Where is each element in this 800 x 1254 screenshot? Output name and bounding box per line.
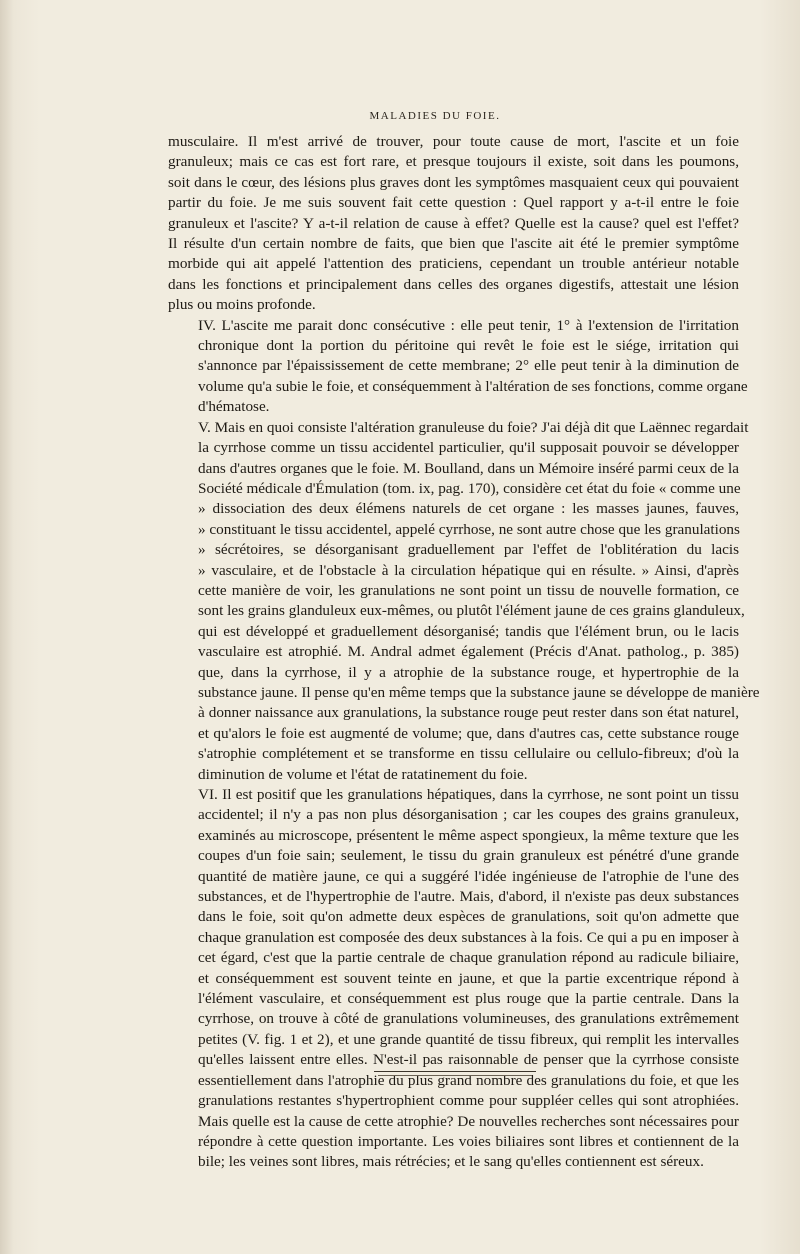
text-line: quantité de matière jaune, ce qui a suggéré l'idée ingénieuse de l'atrophie de l'une des [198, 867, 739, 885]
text-line: vasculaire est atrophié. M. Andral admet également (Précis d'Anat. patholog., p. 385) [198, 643, 739, 661]
text-line: diminution de volume et l'état de ratatinement du foie. [198, 765, 528, 783]
paragraph-v [168, 418, 760, 785]
text-line: chronique dont la portion du péritoine qui revêt le foie est le siége, irritation qui [198, 337, 739, 355]
text-line: s'atrophie complétement et se transforme en tissu cellulaire ou cellulo-fibreux; d'où la [198, 745, 739, 763]
text-line: » sécrétoires, se désorganisant graduellement par l'effet de l'oblitération du lacis [198, 541, 739, 559]
text-line: substances, et de l'hypertrophie de l'autre. Mais, d'abord, il n'existe pas deux substances [198, 888, 739, 906]
text-line: musculaire. Il m'est arrivé de trouver, pour toute cause de mort, l'ascite et un foie [168, 133, 739, 150]
text-line: la cyrrhose comme un tissu accidentel particulier, qu'il supposait pouvoir se développer [198, 439, 739, 457]
text-line: Société médicale d'Émulation (tom. ix, pag. 170), considère cet état du foie « comme une [198, 479, 741, 497]
text-line: morbide qui ait appelé l'attention des praticiens, cependant un trouble antérieur notable [168, 255, 739, 273]
text-line: d'hématose. [198, 398, 270, 416]
text-line: dans le foie, soit qu'on admette deux espèces de granulations, soit qu'on admette que [198, 908, 739, 926]
text-line: granuleux; mais ce cas est fort rare, et presque toujours il existe, soit dans les poumons, [168, 153, 739, 171]
text-line: l'élément vasculaire, et conséquemment est plus rouge que la partie centrale. Dans la [198, 990, 739, 1008]
paragraph-iv [168, 316, 748, 418]
text-line: cette manière de voir, les granulations ne sont point un tissu de nouvelle formation, ce [198, 581, 739, 599]
text-line: s'annonce par l'épaississement de cette membrane; 2° elle peut tenir à la diminution de [198, 357, 739, 375]
text-line: et conséquemment est souvent teinte en jaune, et que la partie excentrique répond à [198, 969, 739, 987]
text-line: cyrrhose, on trouve à côté de granulations volumineuses, des granulations extrêmement [198, 1010, 739, 1028]
text-line: volume qu'a subie le foie, et conséquemment à l'altération de ses fonctions, comme organe [198, 377, 748, 395]
paragraph-1 [168, 132, 739, 316]
text-line: petites (V. fig. 1 et 2), et une grande quantité de tissu fibreux, qui remplit les intervalles [198, 1030, 739, 1048]
closing-rule [374, 1071, 536, 1072]
body-text [168, 132, 760, 1173]
running-head: MALADIES DU FOIE. [369, 110, 501, 122]
text-line: à donner naissance aux granulations, la substance rouge peut rester dans son état naturel, [198, 704, 739, 722]
closing-rule-thin [378, 1075, 532, 1076]
text-line: coupes d'un foie sain; seulement, le tissu du grain granuleux est pénétré d'une grande [198, 847, 739, 865]
text-line: » dissociation des deux élémens naturels de cet organe : les masses jaunes, fauves, [198, 500, 739, 518]
text-line: chaque granulation est composée des deux substances à la fois. Ce qui a pu en imposer à [198, 928, 739, 946]
text-line: Mais quelle est la cause de cette atrophie? De nouvelles recherches sont nécessaires pour [198, 1112, 739, 1130]
text-line: partir du foie. Je me suis souvent fait cette question : Quel rapport y a-t-il entre le foie [168, 194, 739, 212]
text-line: accidentel; il n'y a pas non plus désorganisation ; car les coupes des grains granuleux, [198, 806, 739, 824]
text-line: dans d'autres organes que le foie. M. Boulland, dans un Mémoire inséré parmi ceux de la [198, 459, 739, 477]
text-line: VI. Il est positif que les granulations hépatiques, dans la cyrrhose, ne sont point un tissu [198, 786, 739, 803]
text-line: qu'elles laissent entre elles. N'est-il pas raisonnable de penser que la cyrrhose consiste [198, 1051, 739, 1069]
text-line: essentiellement dans l'atrophie du plus grand nombre des granulations du foie, et que les [198, 1071, 739, 1089]
text-line: dans les fonctions et principalement dans celles des organes digestifs, attestait une lésion [168, 275, 739, 293]
text-line: IV. L'ascite me parait donc consécutive : elle peut tenir, 1° à l'extension de l'irritation [198, 316, 739, 334]
text-line: substance jaune. Il pense qu'en même temps que la substance jaune se développe de manière [198, 683, 760, 701]
text-line: granulations restantes s'hypertrophient comme pour suppléer celles qui sont atrophiées. [198, 1092, 739, 1110]
text-line: granuleux et l'ascite? Y a-t-il relation de cause à effet? Quelle est la cause? quel est l'effet? [168, 214, 739, 232]
text-line: et qu'alors le foie est augmenté de volume; que, dans d'autres cas, cette substance rouge [198, 724, 739, 742]
text-line: bile; les veines sont libres, mais rétrécies; et le sang qu'elles contiennent est séreux. [198, 1153, 704, 1171]
text-line: » constituant le tissu accidentel, appelé cyrrhose, ne sont autre chose que les granulations [198, 520, 740, 538]
paragraph-vi [168, 785, 739, 1173]
text-line: que, dans la cyrrhose, il y a atrophie de la substance rouge, et hypertrophie de la [198, 663, 739, 681]
text-line: plus ou moins profonde. [168, 296, 316, 314]
text-line: répondre à cette question importante. Les voies biliaires sont libres et contiennent de la [198, 1132, 739, 1150]
text-line: examinés au microscope, présentent le même aspect spongieux, la même texture que les [198, 826, 739, 844]
text-line: sont les grains glanduleux eux-mêmes, ou plutôt l'élément jaune de ces grains glanduleux, [198, 602, 745, 620]
text-line: cet égard, c'est que la partie centrale de chaque granulation répond au radicule biliaire, [198, 949, 739, 967]
text-line: qui est développé et graduellement désorganisé; tandis que l'élément brun, ou le lacis [198, 622, 739, 640]
text-line: Il résulte d'un certain nombre de faits, que bien que l'ascite ait été le premier symptôme [168, 235, 739, 253]
text-line: soit dans le cœur, des lésions plus graves dont les symptômes masquaient ceux qui pouvaient [168, 173, 739, 191]
text-line: V. Mais en quoi consiste l'altération granuleuse du foie? J'ai déjà dit que Laënnec regardait [198, 418, 749, 436]
text-line: » vasculaire, et de l'obstacle à la circulation hépatique qui en résulte. » Ainsi, d'après [198, 561, 739, 579]
